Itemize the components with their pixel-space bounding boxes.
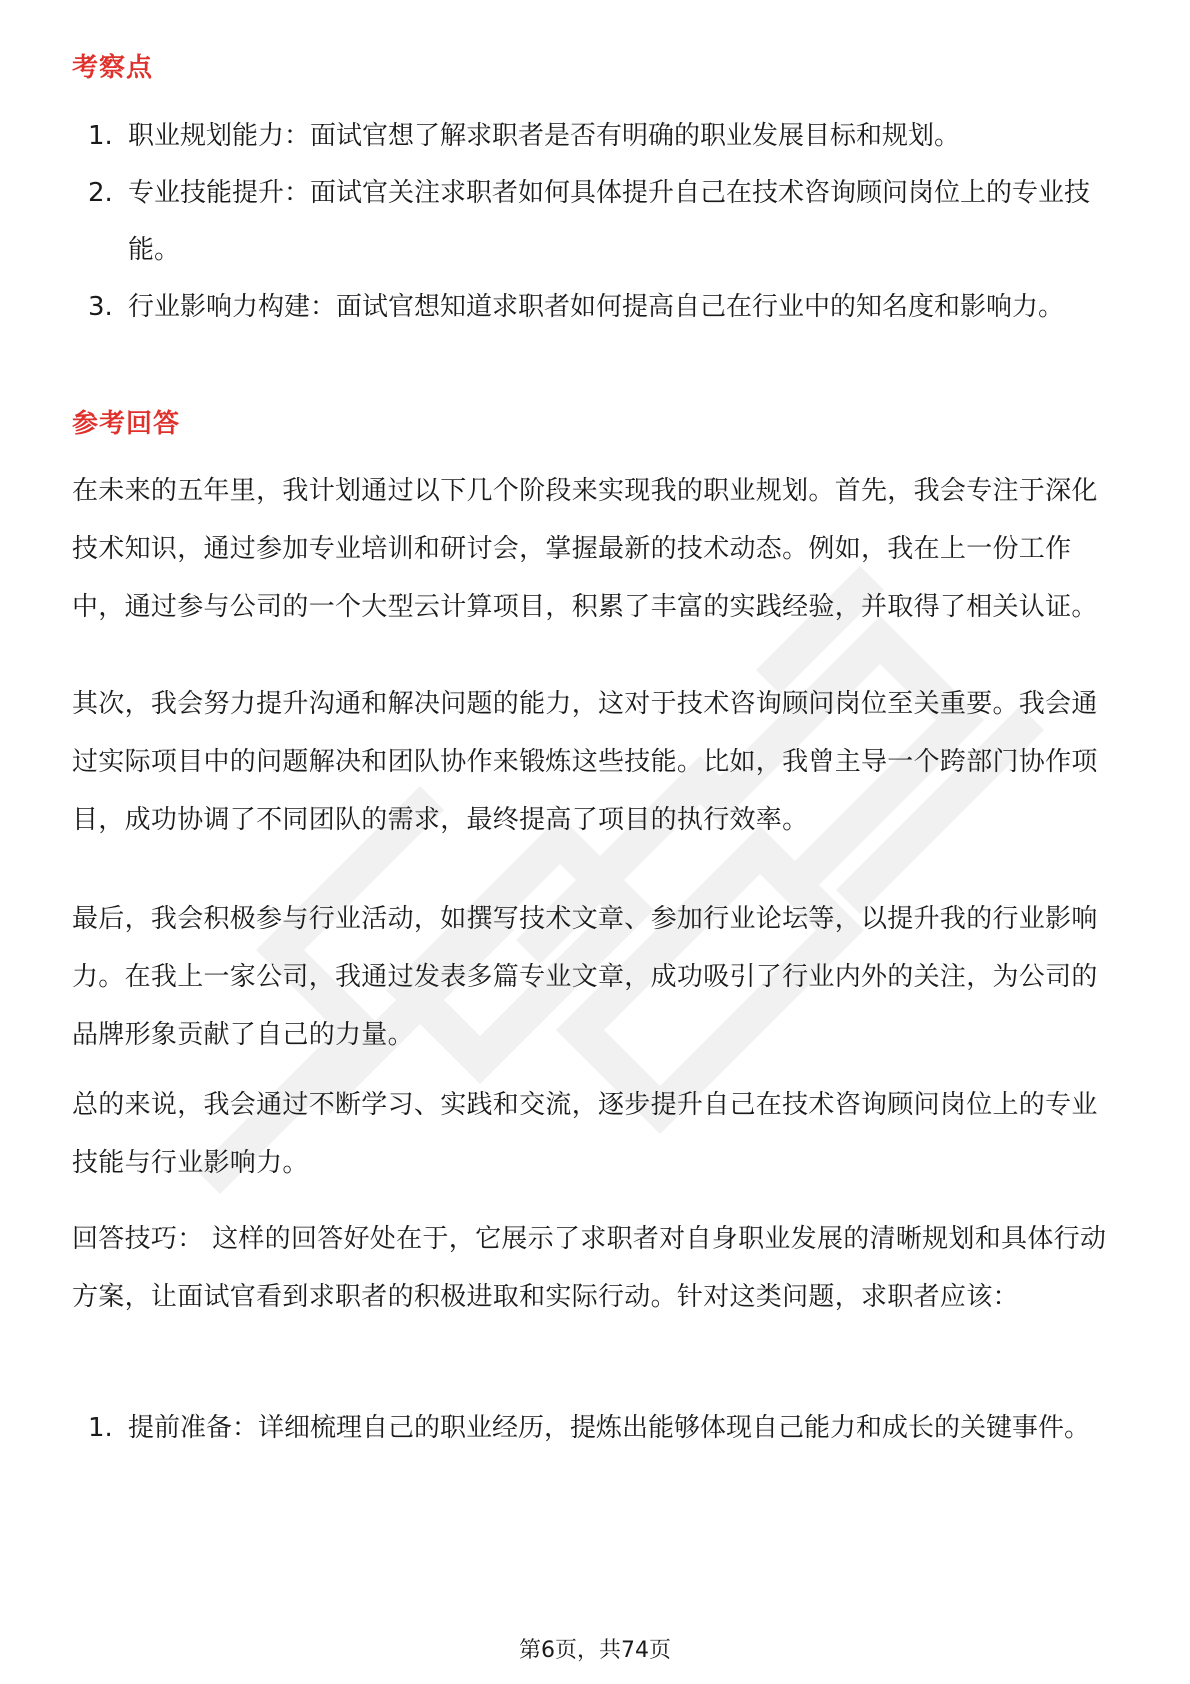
list-item-text: 行业影响力构建：面试官想知道求职者如何提高自己在行业中的知名度和影响力。 <box>128 292 1065 322</box>
page-number: 第6页，共74页 <box>519 1638 671 1663</box>
list-item-text: 提前准备：详细梳理自己的职业经历，提炼出能够体现自己能力和成长的关键事件。 <box>128 1413 1091 1443</box>
tips-list <box>72 1400 1122 1457</box>
list-number: 2. <box>88 178 113 208</box>
list-number: 1. <box>88 1413 113 1443</box>
list-item-text: 职业规划能力：面试官想了解求职者是否有明确的职业发展目标和规划。 <box>128 121 961 151</box>
list-item <box>72 108 1122 165</box>
list-item <box>72 279 1122 336</box>
section-title-focus: 考察点 <box>72 53 154 83</box>
list-item <box>72 165 1122 279</box>
answer-paragraph: 最后，我会积极参与行业活动，如撰写技术文章、参加行业论坛等，以提升我的行业影响力。在我上一家公司，我通过发表多篇专业文章，成功吸引了行业内外的关注，为公司的品牌形象贡献了自己的力量。 <box>72 904 1098 1050</box>
list-number: 3. <box>88 292 113 322</box>
focus-list <box>72 108 1122 336</box>
list-item-text: 专业技能提升：面试官关注求职者如何具体提升自己在技术咨询顾问岗位上的专业技能。 <box>128 178 1091 265</box>
tips-paragraph: 回答技巧： 这样的回答好处在于，它展示了求职者对自身职业发展的清晰规划和具体行动方案，让面试官看到求职者的积极进取和实际行动。针对这类问题，求职者应该： <box>72 1224 1107 1312</box>
answer-paragraph: 在未来的五年里，我计划通过以下几个阶段来实现我的职业规划。首先，我会专注于深化技术知识，通过参加专业培训和研讨会，掌握最新的技术动态。例如，我在上一份工作中，通过参与公司的一个大型云计算项目，积累了丰富的实践经验，并取得了相关认证。 <box>72 476 1098 622</box>
answer-paragraph: 总的来说，我会通过不断学习、实践和交流，逐步提升自己在技术咨询顾问岗位上的专业技能与行业影响力。 <box>72 1090 1098 1178</box>
list-number: 1. <box>88 121 113 151</box>
list-item <box>72 1400 1122 1457</box>
section-title-answer: 参考回答 <box>72 409 181 439</box>
answer-paragraph: 其次，我会努力提升沟通和解决问题的能力，这对于技术咨询顾问岗位至关重要。我会通过实际项目中的问题解决和团队协作来锻炼这些技能。比如，我曾主导一个跨部门协作项目，成功协调了不同团队的需求，最终提高了项目的执行效率。 <box>72 689 1098 835</box>
